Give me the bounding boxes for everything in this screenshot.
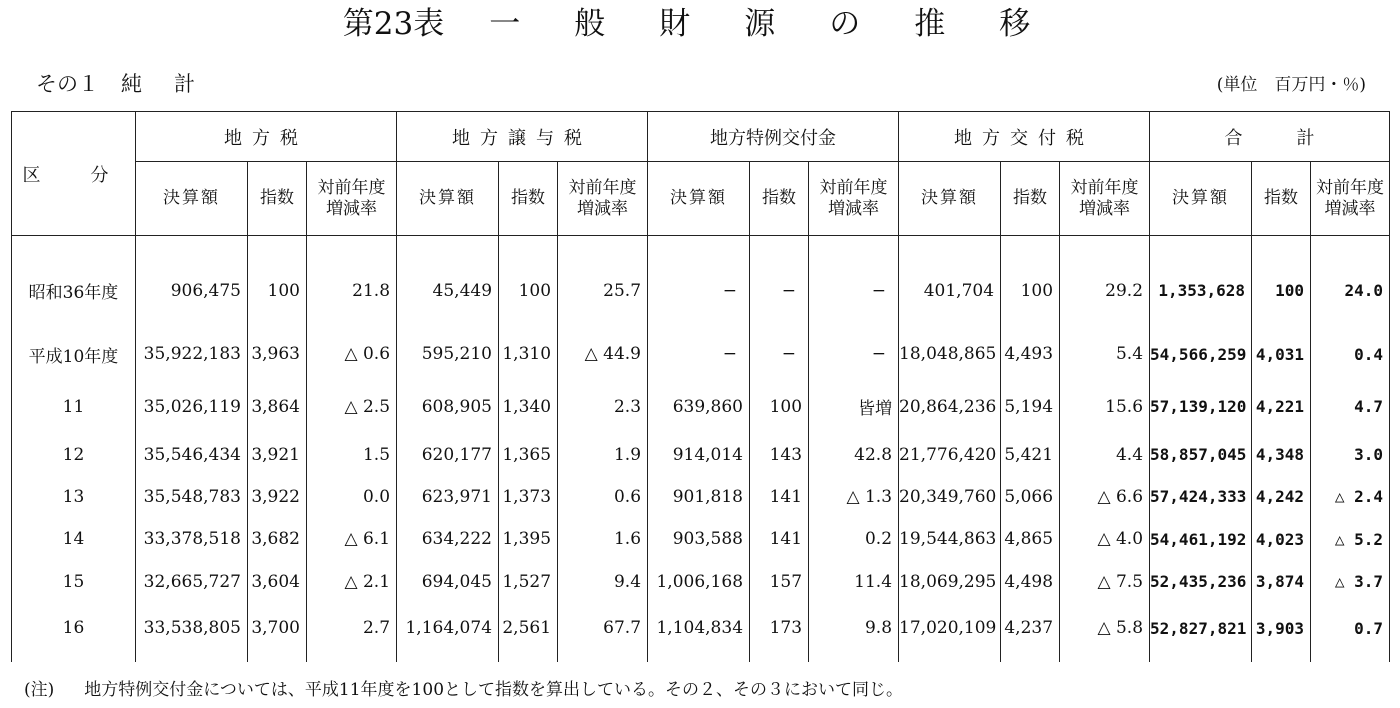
row-label: 11: [12, 380, 136, 433]
table-cell: 33,378,518: [136, 518, 248, 560]
table-cell: 15.6: [1060, 380, 1150, 433]
table-cell: 24.0: [1311, 236, 1390, 328]
table-cell: 18,048,865: [899, 328, 1001, 381]
table-cell: 1,527: [499, 560, 558, 602]
table-cell: 1,365: [499, 433, 558, 475]
page-title: [0, 2, 1400, 46]
table-row: [12, 518, 1390, 560]
table-cell: △ 6.1: [307, 518, 397, 560]
table-cell: 100: [1001, 236, 1060, 328]
row-label: 昭和36年度: [12, 236, 136, 328]
table-cell: △ 3.7: [1311, 560, 1390, 602]
table-cell: −: [750, 236, 809, 328]
subtitle-part: その１: [36, 72, 99, 96]
header-index: 指数: [1252, 162, 1311, 236]
table-cell: 3,874: [1252, 560, 1311, 602]
table-cell: 57,424,333: [1150, 476, 1252, 518]
row-label: 14: [12, 518, 136, 560]
title-char: 推: [914, 6, 946, 42]
table-cell: 1,164,074: [397, 603, 499, 662]
table-cell: 3,604: [248, 560, 307, 602]
table-cell: 58,857,045: [1150, 433, 1252, 475]
table-cell: △ 2.1: [307, 560, 397, 602]
subtitle-part: 純: [121, 72, 142, 96]
table-cell: 1,395: [499, 518, 558, 560]
table-cell: 19,544,863: [899, 518, 1001, 560]
table-body: [12, 236, 1390, 663]
header-rate-line1: 対前年度: [568, 177, 637, 198]
header-rate-line2: 増減率: [1079, 198, 1131, 219]
table-cell: 0.6: [558, 476, 648, 518]
table-cell: 4,493: [1001, 328, 1060, 381]
table-row: [12, 560, 1390, 602]
header-rate-line2: 増減率: [1324, 198, 1376, 219]
table-cell: 18,069,295: [899, 560, 1001, 602]
table-cell: △ 7.5: [1060, 560, 1150, 602]
table-cell: 35,026,119: [136, 380, 248, 433]
title-char: 移: [999, 6, 1031, 42]
footnote-text: 地方特例交付金については、平成11年度を100として指数を算出している。その２、その３において同じ。: [84, 680, 904, 700]
table-cell: 9.8: [809, 603, 899, 662]
table-cell: 67.7: [558, 603, 648, 662]
table-cell: 0.0: [307, 476, 397, 518]
title-char: 財: [659, 6, 691, 42]
footnote-label: (注): [24, 680, 55, 700]
table-cell: 0.2: [809, 518, 899, 560]
table-cell: 639,860: [648, 380, 750, 433]
table-cell: △ 6.6: [1060, 476, 1150, 518]
table-cell: △ 4.0: [1060, 518, 1150, 560]
table-cell: 595,210: [397, 328, 499, 381]
table-cell: △ 0.6: [307, 328, 397, 381]
table-row: [12, 603, 1390, 662]
table-cell: 1.9: [558, 433, 648, 475]
header-rate-line2: 増減率: [326, 198, 377, 219]
table-cell: 4,498: [1001, 560, 1060, 602]
header-rate: [809, 162, 899, 236]
header-local-tax: 地方税: [136, 112, 397, 162]
table-cell: 35,922,183: [136, 328, 248, 381]
table-cell: 1.5: [307, 433, 397, 475]
header-rate: [307, 162, 397, 236]
table-cell: 1,340: [499, 380, 558, 433]
table-cell: 20,864,236: [899, 380, 1001, 433]
unit-label: (単位 百万円・％): [1216, 75, 1366, 95]
header-rate: [558, 162, 648, 236]
table-cell: 2.3: [558, 380, 648, 433]
table-cell: 4,865: [1001, 518, 1060, 560]
table-cell: △ 5.2: [1311, 518, 1390, 560]
header-rate-line2: 増減率: [828, 198, 880, 219]
table-cell: 3,682: [248, 518, 307, 560]
header-index: 指数: [750, 162, 809, 236]
table-row: [12, 236, 1390, 328]
table-cell: 141: [750, 476, 809, 518]
table-cell: 11.4: [809, 560, 899, 602]
table-cell: −: [809, 328, 899, 381]
table-cell: 2,561: [499, 603, 558, 662]
table-cell: 623,971: [397, 476, 499, 518]
table-cell: 35,548,783: [136, 476, 248, 518]
table-cell: 141: [750, 518, 809, 560]
table-cell: 1,373: [499, 476, 558, 518]
title-char: 源: [744, 6, 776, 42]
table-cell: 5,421: [1001, 433, 1060, 475]
table-cell: 21.8: [307, 236, 397, 328]
table-cell: △ 2.5: [307, 380, 397, 433]
table-cell: △ 2.4: [1311, 476, 1390, 518]
header-amount: 決算額: [397, 162, 499, 236]
header-index: 指数: [248, 162, 307, 236]
table-cell: 4.4: [1060, 433, 1150, 475]
title-char: 一: [489, 6, 521, 42]
table-cell: 42.8: [809, 433, 899, 475]
table-cell: −: [648, 328, 750, 381]
table-cell: −: [809, 236, 899, 328]
table-cell: 3,921: [248, 433, 307, 475]
table-cell: 45,449: [397, 236, 499, 328]
header-rate-line1: 対前年度: [819, 177, 888, 198]
table-cell: 17,020,109: [899, 603, 1001, 662]
header-total: 合 計: [1150, 112, 1390, 162]
table-cell: 0.7: [1311, 603, 1390, 662]
header-amount: 決算額: [136, 162, 248, 236]
table-cell: −: [648, 236, 750, 328]
header-rate-line1: 対前年度: [1316, 177, 1385, 198]
row-label: 13: [12, 476, 136, 518]
table-cell: 100: [499, 236, 558, 328]
section-subtitle: [36, 70, 195, 98]
table-header: [12, 112, 1390, 236]
header-rate-line1: 対前年度: [317, 177, 386, 198]
table-cell: 2.7: [307, 603, 397, 662]
table-cell: 157: [750, 560, 809, 602]
table-cell: 4,023: [1252, 518, 1311, 560]
table-cell: 1,310: [499, 328, 558, 381]
table-cell: 100: [1252, 236, 1311, 328]
table-cell: 29.2: [1060, 236, 1150, 328]
table-cell: 634,222: [397, 518, 499, 560]
header-local-transfer-tax: 地方譲与税: [397, 112, 648, 162]
table-row: [12, 433, 1390, 475]
table-cell: 20,349,760: [899, 476, 1001, 518]
table-cell: 35,546,434: [136, 433, 248, 475]
header-amount: 決算額: [648, 162, 750, 236]
table-cell: −: [750, 328, 809, 381]
header-rate: [1311, 162, 1390, 236]
header-amount: 決算額: [899, 162, 1001, 236]
row-label: 12: [12, 433, 136, 475]
table-cell: 52,827,821: [1150, 603, 1252, 662]
table-cell: 5,066: [1001, 476, 1060, 518]
table-cell: 914,014: [648, 433, 750, 475]
header-local-allocation-tax: 地方交付税: [899, 112, 1150, 162]
table-cell: 5,194: [1001, 380, 1060, 433]
table-cell: 54,566,259: [1150, 328, 1252, 381]
header-rate-line2: 増減率: [577, 198, 629, 219]
table-cell: 33,538,805: [136, 603, 248, 662]
table-cell: 57,139,120: [1150, 380, 1252, 433]
header-rate: [1060, 162, 1150, 236]
header-index: 指数: [1001, 162, 1060, 236]
table-cell: 4,348: [1252, 433, 1311, 475]
table-cell: 9.4: [558, 560, 648, 602]
table-cell: 401,704: [899, 236, 1001, 328]
table-cell: 3,700: [248, 603, 307, 662]
subtitle-part: 計: [174, 72, 195, 96]
table-cell: 21,776,420: [899, 433, 1001, 475]
table-cell: 4,242: [1252, 476, 1311, 518]
general-revenue-table: [11, 111, 1390, 662]
header-special-grant: 地方特例交付金: [648, 112, 899, 162]
table-cell: 903,588: [648, 518, 750, 560]
table-cell: △ 44.9: [558, 328, 648, 381]
table-row: [12, 380, 1390, 433]
table-cell: 4,237: [1001, 603, 1060, 662]
table-cell: 3,903: [1252, 603, 1311, 662]
table-cell: 5.4: [1060, 328, 1150, 381]
table-cell: 620,177: [397, 433, 499, 475]
table-cell: △ 5.8: [1060, 603, 1150, 662]
table-cell: 100: [750, 380, 809, 433]
table-cell: 32,665,727: [136, 560, 248, 602]
row-label: 平成10年度: [12, 328, 136, 381]
table-cell: 25.7: [558, 236, 648, 328]
table-cell: 901,818: [648, 476, 750, 518]
table-cell: 0.4: [1311, 328, 1390, 381]
table-number: 第23表: [342, 6, 445, 42]
title-char: の: [829, 6, 861, 42]
table-cell: 173: [750, 603, 809, 662]
table-cell: 1.6: [558, 518, 648, 560]
table-cell: 3,922: [248, 476, 307, 518]
table-cell: 3,864: [248, 380, 307, 433]
table-cell: △ 1.3: [809, 476, 899, 518]
header-amount: 決算額: [1150, 162, 1252, 236]
table-cell: 54,461,192: [1150, 518, 1252, 560]
header-kubun: 区 分: [12, 112, 136, 236]
table-cell: 1,006,168: [648, 560, 750, 602]
table-row: [12, 328, 1390, 381]
title-char: 般: [574, 6, 606, 42]
table-cell: 1,353,628: [1150, 236, 1252, 328]
table-cell: 3.0: [1311, 433, 1390, 475]
header-index: 指数: [499, 162, 558, 236]
table-cell: 52,435,236: [1150, 560, 1252, 602]
table-cell: 906,475: [136, 236, 248, 328]
footnote: [24, 679, 903, 701]
table-row: [12, 476, 1390, 518]
table-cell: 608,905: [397, 380, 499, 433]
table-cell: 1,104,834: [648, 603, 750, 662]
table-cell: 694,045: [397, 560, 499, 602]
table-cell: 4,031: [1252, 328, 1311, 381]
table-cell: 4.7: [1311, 380, 1390, 433]
table-cell: 143: [750, 433, 809, 475]
row-label: 15: [12, 560, 136, 602]
table-cell: 4,221: [1252, 380, 1311, 433]
table-cell: 皆増: [809, 380, 899, 433]
header-rate-line1: 対前年度: [1070, 177, 1139, 198]
table-cell: 100: [248, 236, 307, 328]
row-label: 16: [12, 603, 136, 662]
table-cell: 3,963: [248, 328, 307, 381]
